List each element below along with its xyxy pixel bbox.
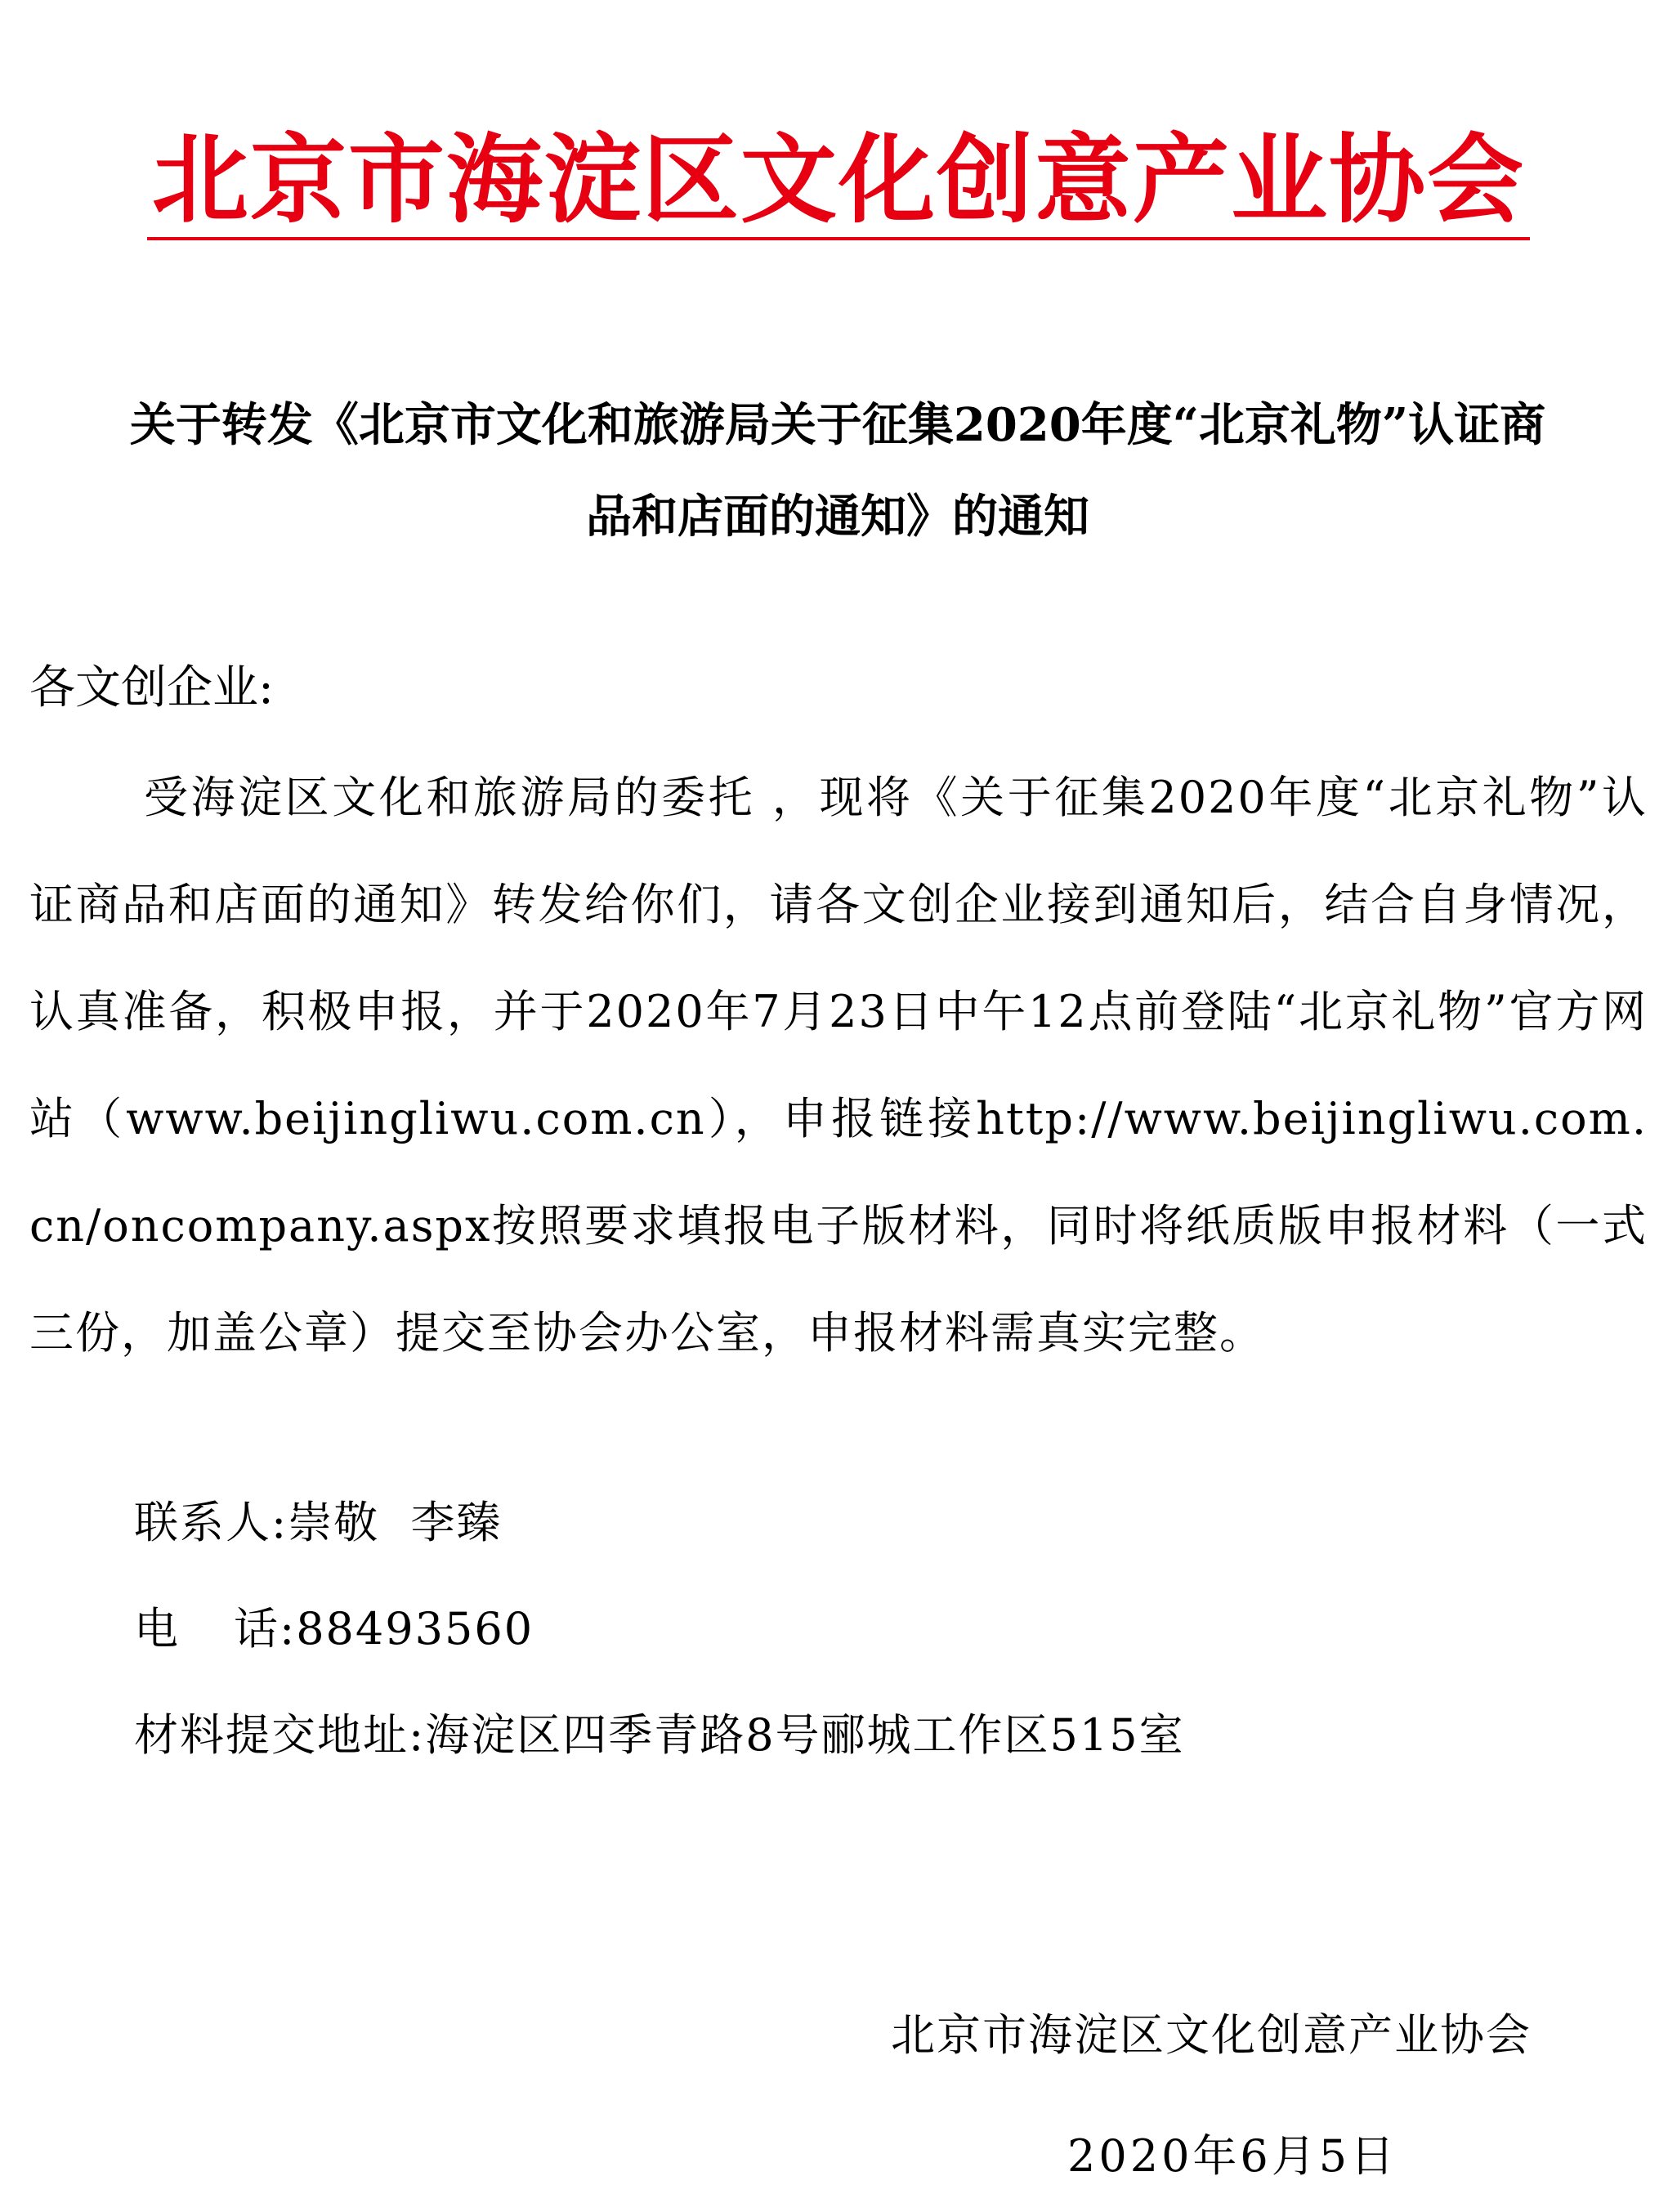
address-value: 海淀区四季青路8号郦城工作区515室 — [425, 1709, 1185, 1761]
document-title-line-2: 品和店面的通知》的通知 — [586, 490, 1089, 544]
phone-label-first: 电 — [134, 1603, 180, 1655]
address-label: 材料提交地址: — [134, 1709, 426, 1761]
phone-label-second: 话: — [234, 1603, 297, 1655]
phone-line — [134, 1592, 534, 1666]
address-line — [134, 1699, 1185, 1772]
phone-value: 88493560 — [296, 1603, 534, 1655]
contact-person-line — [134, 1486, 503, 1560]
signature-org: 北京市海淀区文化创意产业协会 — [891, 2009, 1532, 2061]
body-paragraph: 受海淀区文化和旅游局的委托 ，现将《关于征集2020年度“北京礼物”认证商品和店面的通知》转发给你们，请各文创企业接到通知后，结合自身情况，认真准备，积极申报，并于2020年7月23日中午12点前登陆“北京礼物”官方网站（www.beijingliwu.com.cn），申报链接http://www.beijingliwu.com.cn/oncompany.aspx按照要求填报电子版材料，同时将纸质版申报材料（一式三份，加盖公章）提交至协会办公室，申报材料需真实完整。 — [29, 772, 1648, 1359]
contact-person-label: 联系人: — [134, 1497, 288, 1548]
signature-date: 2020年6月5日 — [1067, 2130, 1398, 2182]
letterhead-org-name: 北京市海淀区文化创意产业协会 — [147, 123, 1530, 240]
contact-person-value: 崇敬 李臻 — [288, 1497, 503, 1548]
letterhead — [0, 123, 1677, 240]
document-title — [33, 379, 1643, 562]
salutation: 各文创企业: — [29, 661, 274, 714]
document-title-line-1: 关于转发《北京市文化和旅游局关于征集2020年度“北京礼物”认证商 — [129, 398, 1546, 452]
